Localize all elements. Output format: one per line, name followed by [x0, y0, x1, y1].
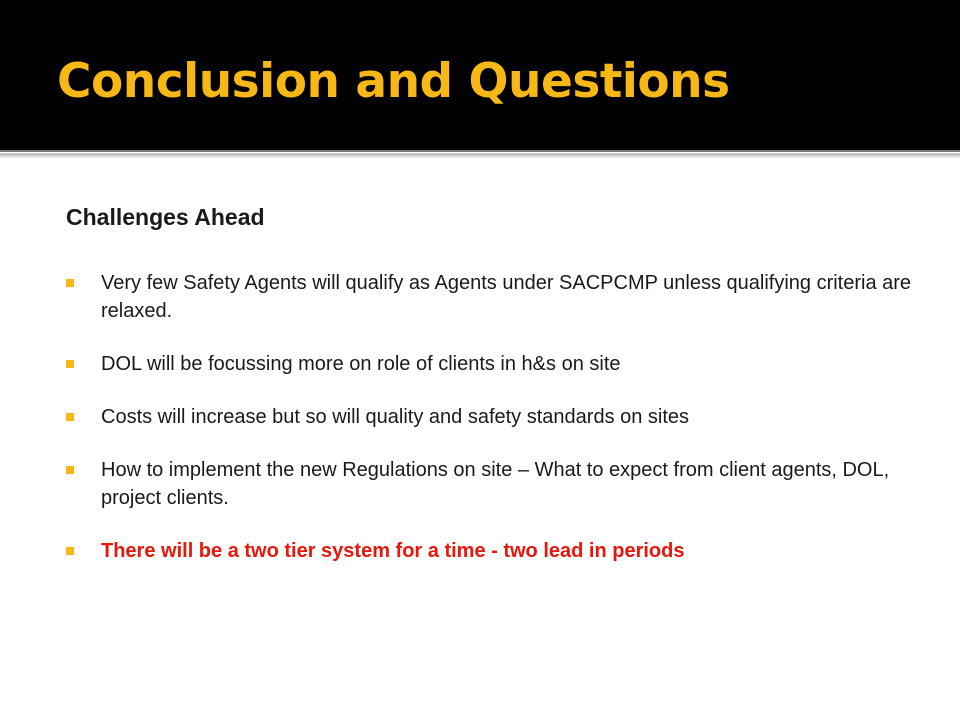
bullet-item — [66, 350, 926, 378]
bullet-item-highlighted — [66, 537, 926, 565]
bullet-list — [66, 269, 926, 565]
bullet-text: Costs will increase but so will quality and safety standards on sites — [101, 406, 690, 428]
bullet-text: Very few Safety Agents will qualify as Agents under SACPCMP unless qualifying criteria are relaxed. — [101, 272, 912, 322]
square-bullet-icon — [66, 360, 74, 368]
bullet-item — [66, 456, 926, 512]
bullet-item — [66, 403, 926, 431]
slide-body — [66, 200, 926, 590]
square-bullet-icon — [66, 279, 74, 287]
bullet-text: How to implement the new Regulations on site – What to expect from client agents, DOL, project clients. — [101, 459, 890, 509]
square-bullet-icon — [66, 466, 74, 474]
bullet-item — [66, 269, 926, 325]
title-divider — [0, 150, 960, 152]
title-bar — [0, 0, 960, 150]
slide-title: Conclusion and Questions — [57, 54, 730, 109]
bullet-text: DOL will be focussing more on role of clients in h&s on site — [101, 353, 621, 375]
square-bullet-icon — [66, 413, 74, 421]
section-heading: Challenges Ahead — [66, 204, 265, 230]
square-bullet-icon — [66, 547, 74, 555]
title-divider-fade — [0, 156, 960, 158]
bullet-text: There will be a two tier system for a time - two lead in periods — [101, 540, 685, 562]
